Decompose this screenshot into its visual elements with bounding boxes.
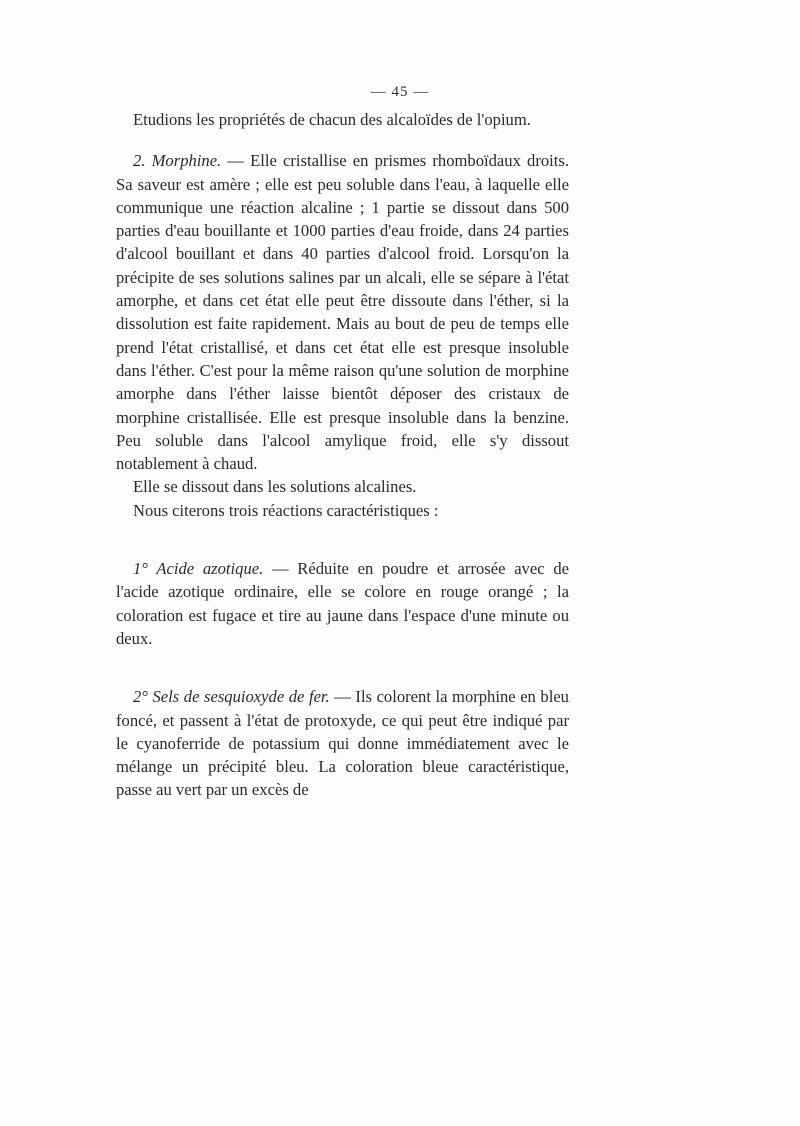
- paragraph-acide: [116, 557, 569, 650]
- paragraph-acide-text: — Réduite en poudre et arrosée avec de l'acide azotique ordinaire, elle se colore en rouge orangé ; la coloration est fugace et tire au jaune dans l'espace d'une minute ou deux.: [116, 559, 569, 648]
- paragraph-alkaline: [116, 475, 569, 498]
- paragraph-morphine: [116, 149, 569, 475]
- section-heading-sels: 2° Sels de sesquioxyde de fer.: [133, 687, 330, 707]
- paragraph-alkaline-text: Elle se dissout dans les solutions alcalines.: [133, 477, 417, 497]
- section-heading-morphine: 2. Morphine.: [133, 151, 222, 171]
- paragraph-morphine-text: — Elle cristallise en prismes rhomboïdaux droits. Sa saveur est amère ; elle est peu soluble dans l'eau, à laquelle elle communique une réaction alcaline ; 1 partie se dissout dans 500 parties d'eau bouillante et 1000 parties d'eau froide, dans 24 parties d'alcool bouillant et dans 40 parties d'alcool froid. Lorsqu'on la précipite de ses solutions salines par un alcali, elle se sépare à l'état amorphe, et dans cet état elle peut être dissoute dans l'éther, si la dissolution est faite rapidement. Mais au bout de peu de temps elle prend l'état cristallisé, et dans cet état elle est presque insoluble dans l'éther. C'est pour la même raison qu'une solution de morphine amorphe dans l'éther laisse bientôt déposer des cristaux de morphine cristallisée. Elle est presque insoluble dans la benzine. Peu soluble dans l'alcool amylique froid, elle s'y dissout notablement à chaud.: [116, 151, 569, 474]
- paragraph-reactions-text: Nous citerons trois réactions caractéristiques :: [133, 500, 439, 520]
- section-heading-acide: 1° Acide azotique.: [133, 559, 264, 579]
- paragraph-intro-text: Etudions les propriétés de chacun des alcaloïdes de l'opium.: [133, 110, 531, 129]
- paragraph-intro: [116, 108, 569, 131]
- page-number: — 45 —: [370, 84, 430, 100]
- paragraph-sels: [116, 685, 569, 801]
- paragraph-sels-text: — Ils colorent la morphine en bleu foncé, et passent à l'état de protoxyde, ce qui peut être indiqué par le cyanoferride de potassium qui donne immédiatement avec le mélange un précipité bleu. La coloration bleue caractéristique, passe au vert par un excès de: [116, 687, 569, 800]
- paragraph-reactions: [116, 499, 569, 522]
- body-text: [116, 108, 569, 802]
